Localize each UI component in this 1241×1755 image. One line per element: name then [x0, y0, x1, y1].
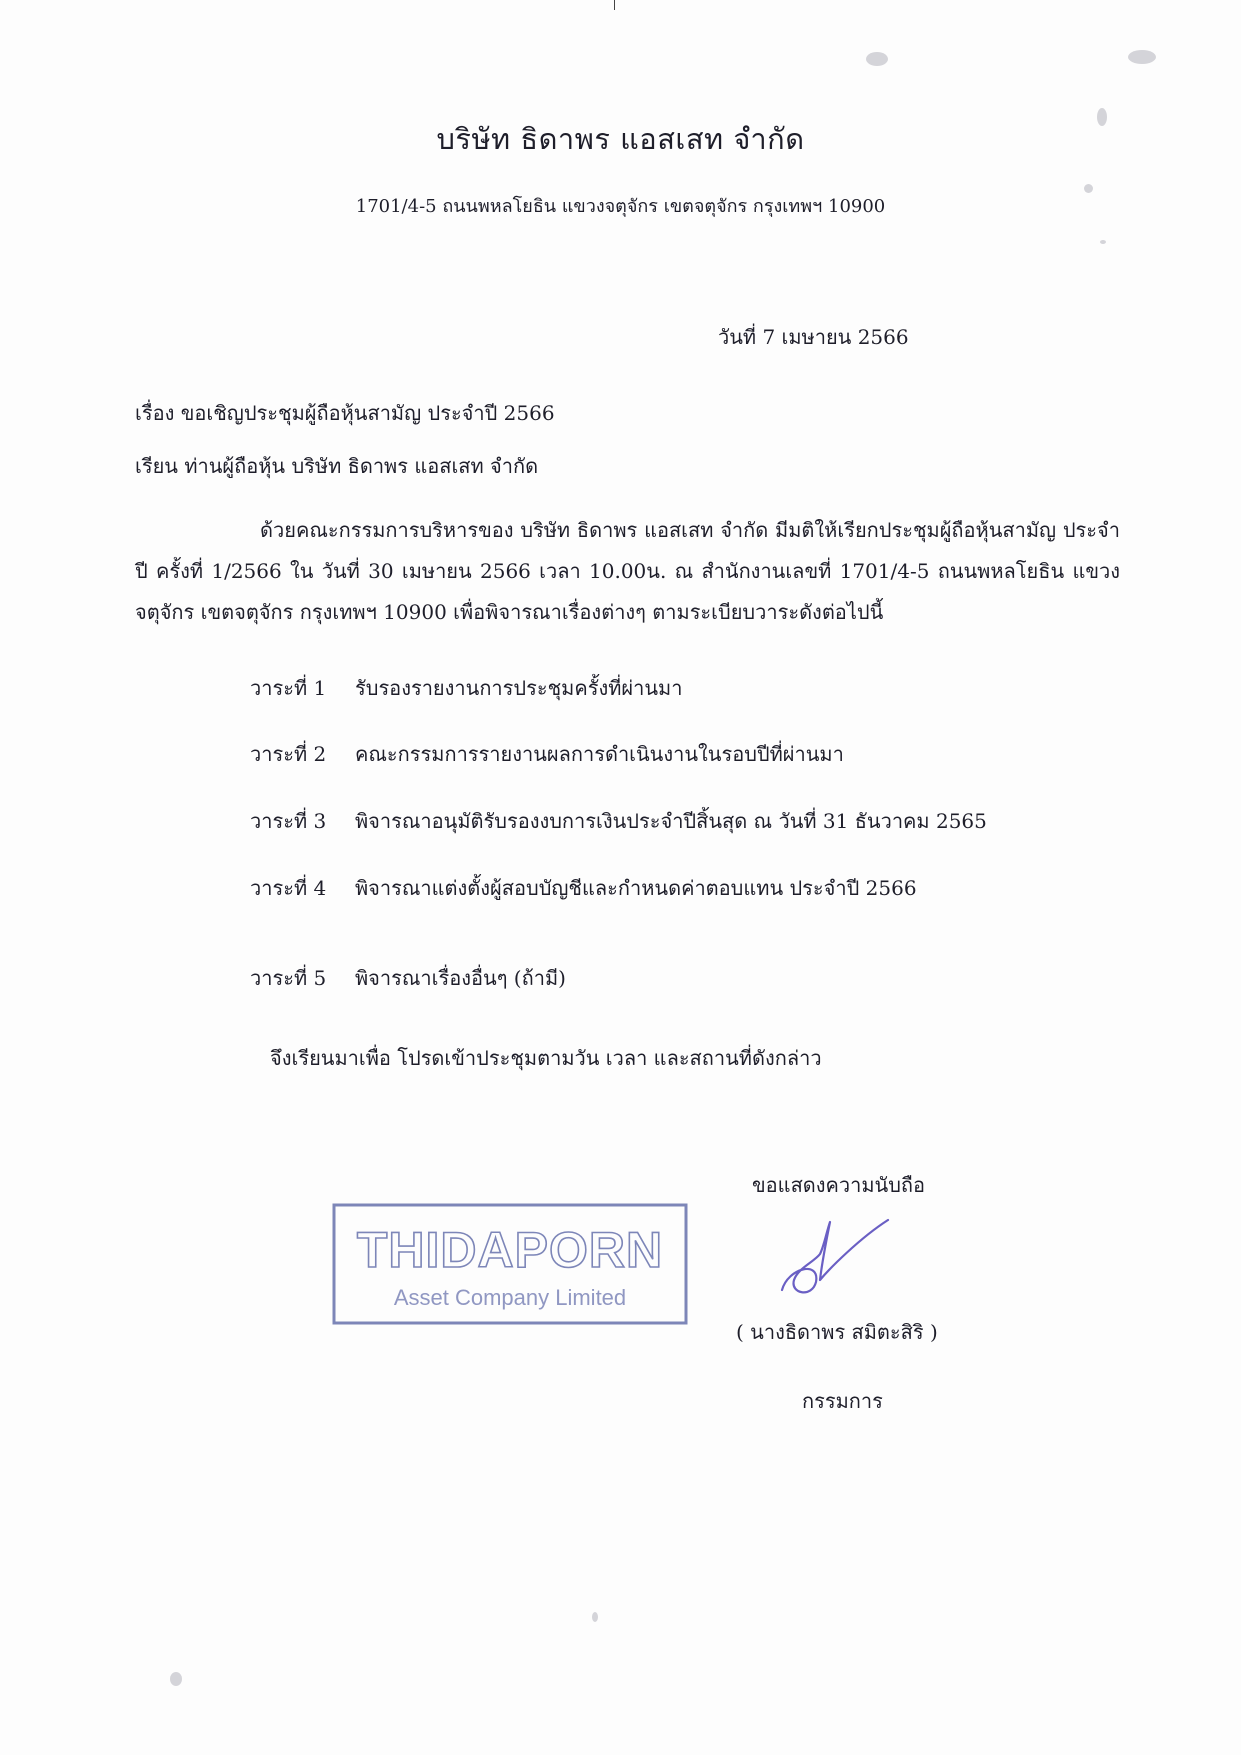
agenda-item [250, 872, 1130, 904]
scan-mark [614, 0, 615, 10]
letter-date: วันที่ 7 เมษายน 2566 [718, 325, 909, 349]
agenda-number: วาระที่ 1 [250, 676, 327, 700]
agenda-text: พิจารณาแต่งตั้งผู้สอบบัญชีและกำหนดค่าตอบแทน ประจำปี 2566 [355, 876, 917, 900]
letter-body: ด้วยคณะกรรมการบริหารของ บริษัท ธิดาพร แอสเสท จำกัด มีมติให้เรียกประชุมผู้ถือหุ้นสามัญ ประจำปี ครั้งที่ 1/2566 ใน วันที่ 30 เมษายน 2566 เวลา 10.00น. ณ สำนักงานเลขที่ 1701/4-5 ถนนพหลโยธิน แขวงจตุจักร เขตจตุจักร กรุงเทพฯ 10900 เพื่อพิจารณาเรื่องต่างๆ ตามระเบียบวาระดังต่อไปนี้ [135, 518, 1120, 624]
agenda-number: วาระที่ 2 [250, 742, 327, 766]
scan-speck [1128, 50, 1156, 64]
company-stamp [332, 1203, 688, 1325]
agenda-text: คณะกรรมการรายงานผลการดำเนินงานในรอบปีที่ผ่านมา [355, 742, 844, 766]
scan-speck [170, 1672, 182, 1686]
agenda-number: วาระที่ 4 [250, 876, 327, 900]
agenda-item [250, 805, 1130, 837]
handwritten-signature [780, 1210, 900, 1300]
company-name: บริษัท ธิดาพร แอสเสท จำกัด [436, 122, 805, 156]
letter-recipient: เรียน ท่านผู้ถือหุ้น บริษัท ธิดาพร แอสเสท จำกัด [135, 454, 539, 478]
stamp-line2: Asset Company Limited [393, 1285, 627, 1310]
agenda-text: พิจารณาอนุมัติรับรองงบการเงินประจำปีสิ้นสุด ณ วันที่ 31 ธันวาคม 2565 [355, 809, 987, 833]
company-address: 1701/4-5 ถนนพหลโยธิน แขวงจตุจักร เขตจตุจักร กรุงเทพฯ 10900 [355, 196, 886, 217]
agenda-text: พิจารณาเรื่องอื่นๆ (ถ้ามี) [355, 966, 566, 990]
closing-line: จึงเรียนมาเพื่อ โปรดเข้าประชุมตามวัน เวลา และสถานที่ดังกล่าว [270, 1046, 822, 1070]
scan-speck [866, 52, 888, 66]
agenda-item [250, 672, 1130, 704]
stamp-line1: THIDAPORN [356, 1222, 664, 1278]
signer-title: กรรมการ [802, 1389, 883, 1413]
agenda-number: วาระที่ 3 [250, 809, 327, 833]
letter-subject: เรื่อง ขอเชิญประชุมผู้ถือหุ้นสามัญ ประจำปี 2566 [135, 401, 555, 425]
agenda-text: รับรองรายงานการประชุมครั้งที่ผ่านมา [355, 676, 683, 700]
signer-name: ( นางธิดาพร สมิตะสิริ ) [736, 1320, 938, 1344]
sign-off: ขอแสดงความนับถือ [752, 1173, 926, 1197]
scan-speck [1100, 240, 1106, 244]
agenda-item [250, 962, 1130, 994]
scan-speck [592, 1612, 598, 1622]
agenda-item [250, 738, 1130, 770]
agenda-number: วาระที่ 5 [250, 966, 327, 990]
